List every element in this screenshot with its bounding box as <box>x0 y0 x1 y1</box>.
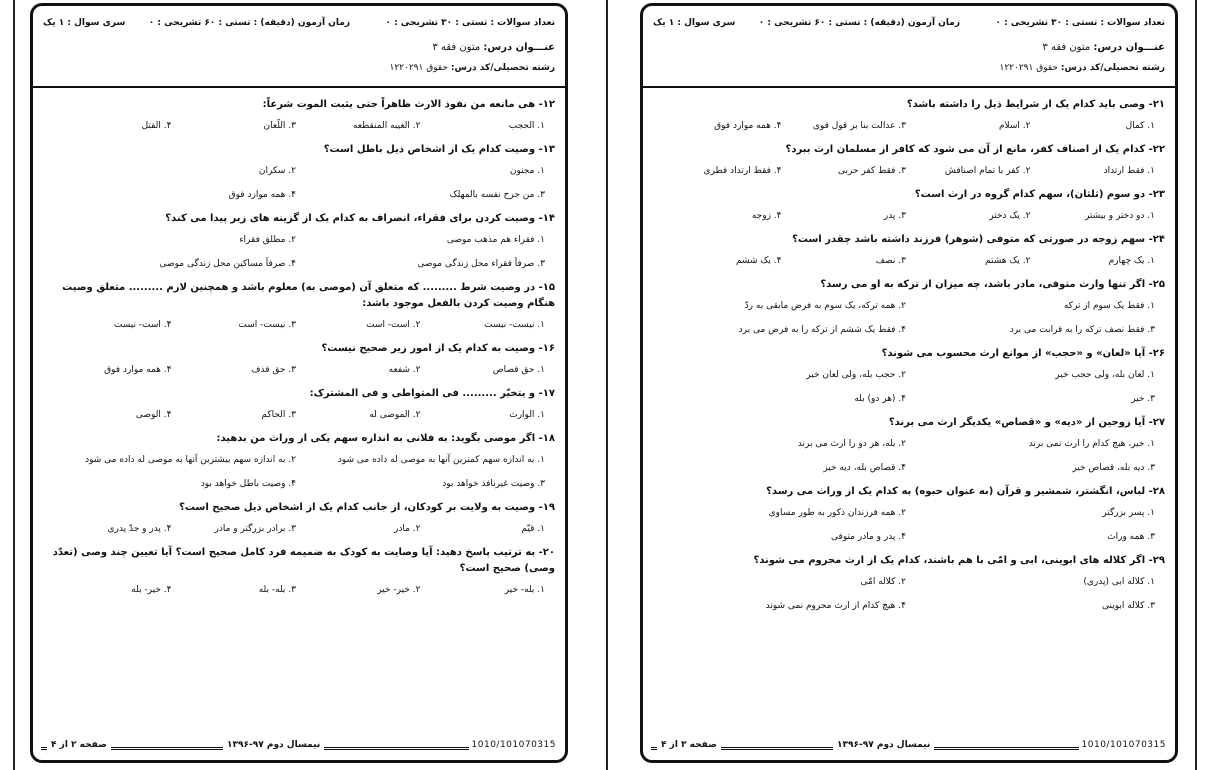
question-item <box>657 184 1165 229</box>
answer-option: ۳. خیر <box>1131 394 1155 404</box>
option-group <box>657 206 1165 229</box>
page-edge-line <box>13 0 15 770</box>
question-series: سری سوال : ۱ یک <box>653 18 736 28</box>
answer-option: ۱. الحجب <box>508 121 545 131</box>
option-group <box>47 161 555 208</box>
option-group <box>47 450 555 497</box>
question-text: ۲۶- آیا «لعان» و «حجب» از موانع ارث محسوب می شوند؟ <box>881 348 1165 359</box>
course-title <box>432 42 555 53</box>
answer-option: ۳. وصیت غیرنافذ خواهد بود <box>442 479 545 489</box>
question-list <box>643 88 1175 730</box>
answer-option: ۱. الوارث <box>509 410 545 420</box>
answer-option: ۴. همه موارد فوق <box>228 190 296 200</box>
answer-option: ۴. خیر- بله <box>131 585 172 595</box>
question-item <box>47 139 555 208</box>
answer-option: ۱. پسر بزرگتر <box>1102 508 1155 518</box>
answer-option: ۱. مجنون <box>509 166 545 176</box>
question-item <box>657 274 1165 343</box>
question-text: ۲۴- سهم زوجه در صورتی که متوفی (شوهر) فرزند داشته باشد چقدر است؟ <box>792 234 1165 245</box>
answer-option: ۴. همه موارد فوق <box>104 365 172 375</box>
page-edge-line <box>1195 0 1197 770</box>
answer-option: ۳. حق قذف <box>251 365 296 375</box>
answer-option: ۲. مادر <box>394 524 421 534</box>
footer-term: نیمسال دوم ۹۷-۱۳۹۶ <box>833 740 934 750</box>
answer-option: ۳. اللّعان <box>263 121 296 131</box>
answer-option: ۳. فقط نصف ترکه را به قرابت می برد <box>1009 325 1155 335</box>
question-text: ۱۷- و یتخیّر ......... فی المتواطی و فی المشترک: <box>309 388 555 399</box>
answer-option: ۱. خیر، هیچ کدام را ارث نمی برند <box>1028 439 1155 449</box>
course-label: عنـــوان درس: <box>1093 42 1165 53</box>
course-label: عنـــوان درس: <box>483 42 555 53</box>
answer-option: ۲. خیر- خیر <box>377 585 421 595</box>
option-group <box>657 434 1165 481</box>
exam-footer <box>33 740 565 754</box>
answer-option: ۲. حجب بله، ولی لعان خیر <box>806 370 906 380</box>
answer-option: ۴. فقط ارتداد فطری <box>703 166 782 176</box>
question-series: سری سوال : ۱ یک <box>43 18 126 28</box>
answer-option: ۲. یک هشتم <box>985 256 1031 266</box>
question-item <box>657 229 1165 274</box>
question-text: ۲۲- کدام یک از اصناف کفر، مانع از آن می شود که کافر از مسلمان ارث ببرد؟ <box>785 144 1165 155</box>
question-item <box>657 94 1165 139</box>
answer-option: ۳. نصف <box>875 256 906 266</box>
option-group <box>47 360 555 383</box>
question-item <box>47 277 555 338</box>
question-item <box>47 497 555 542</box>
answer-option: ۱. لعان بله، ولی حجب خیر <box>1055 370 1155 380</box>
answer-option: ۲. مطلق فقراء <box>239 235 296 245</box>
course-title <box>1042 42 1165 53</box>
answer-option: ۴. پدر و مادر متوفی <box>831 532 906 542</box>
answer-option: ۱. به اندازه سهم کمترین آنها به موصی له داده می شود <box>337 455 545 465</box>
option-group <box>657 365 1165 412</box>
answer-option: ۳. الحاکم <box>261 410 296 420</box>
option-group <box>47 580 555 603</box>
question-count: تعداد سوالات : تستی : ۳۰ تشریحی : ۰ <box>385 18 555 28</box>
question-item <box>657 343 1165 412</box>
option-group <box>657 116 1165 139</box>
option-group <box>657 161 1165 184</box>
answer-option: ۱. قیّم <box>521 524 545 534</box>
question-list <box>33 88 565 730</box>
question-text: ۱۳- وصیت کدام یک از اشخاص ذیل باطل است؟ <box>323 144 555 155</box>
answer-option: ۳. عدالت بنا بر قول قوی <box>812 121 906 131</box>
answer-option: ۱. بله- خیر <box>504 585 545 595</box>
answer-option: ۱. حق قصاص <box>492 365 545 375</box>
answer-option: ۲. بله، هر دو را ارث می برند <box>797 439 906 449</box>
footer-page-number: صفحه ۲ از ۴ <box>47 740 111 750</box>
question-item <box>47 208 555 277</box>
answer-option: ۲. یک دختر <box>989 211 1031 221</box>
course-value: متون فقه ۳ <box>432 42 481 53</box>
footer-page-number: صفحه ۳ از ۴ <box>657 740 721 750</box>
option-group <box>657 251 1165 274</box>
field-code <box>1000 63 1165 73</box>
option-group <box>657 296 1165 343</box>
answer-option: ۱. دو دختر و بیشتر <box>1084 211 1155 221</box>
answer-option: ۲. کفر با تمام اصنافش <box>944 166 1031 176</box>
answer-option: ۲. است- است <box>366 320 421 330</box>
answer-option: ۳. دیه بله، قصاص خیر <box>1072 463 1155 473</box>
answer-option: ۴. فقط یک ششم از ترکه را به فرض می برد <box>738 325 906 335</box>
answer-option: ۲. کلاله امّی <box>860 577 906 587</box>
page-edge-line <box>606 0 608 770</box>
field-code <box>390 63 555 73</box>
question-text: ۱۹- وصیت به ولایت بر کودکان، از جانب کدام یک از اشخاص ذیل صحیح است؟ <box>179 502 555 513</box>
question-text: ۲۹- اگر کلاله های ابوینی، ابی و امّی با هم باشند، کدام یک از ارث محروم می شوند؟ <box>753 555 1165 566</box>
option-group <box>657 572 1165 619</box>
answer-option: ۲. سکران <box>258 166 296 176</box>
answer-option: ۳. نیست- است <box>238 320 296 330</box>
option-group <box>657 503 1165 550</box>
question-item <box>47 383 555 428</box>
answer-option: ۱. کلاله ابی (پدری) <box>1083 577 1155 587</box>
question-text: ۱۸- اگر موصی بگوید: به فلانی به اندازه سهم یکی از وراث من بدهید: <box>216 433 555 444</box>
exam-time: زمان آزمون (دقیقه) : تستی : ۶۰ تشریحی : ۰ <box>758 18 960 28</box>
answer-option: ۱. فقط ارتداد <box>1103 166 1155 176</box>
course-value: متون فقه ۳ <box>1042 42 1091 53</box>
answer-option: ۲. به اندازه سهم بیشترین آنها به موصی له داده می شود <box>85 455 296 465</box>
answer-option: ۲. شفعه <box>388 365 421 375</box>
answer-option: ۴. صرفاً مساکین محل زندگی موصی <box>159 259 296 269</box>
answer-option: ۲. همه فرزندان ذکور به طور مساوی <box>768 508 906 518</box>
answer-option: ۳. کلاله ابوینی <box>1101 601 1155 611</box>
footer-term: نیمسال دوم ۹۷-۱۳۹۶ <box>223 740 324 750</box>
answer-option: ۳. من جرح نفسه بالمهلک <box>449 190 545 200</box>
question-text: ۲۸- لباس، انگشتر، شمشیر و قرآن (به عنوان حبوه) به کدام یک از وراث می رسد؟ <box>766 486 1165 497</box>
answer-option: ۴. یک ششم <box>735 256 782 266</box>
question-item <box>657 550 1165 619</box>
question-item <box>47 338 555 383</box>
footer-code: 1010/101070315 <box>1079 740 1169 750</box>
answer-option: ۱. یک چهارم <box>1108 256 1155 266</box>
option-group <box>47 519 555 542</box>
answer-option: ۱. فقط یک سوم از ترکه <box>1063 301 1155 311</box>
exam-header <box>33 6 565 88</box>
answer-option: ۴. زوجه <box>751 211 782 221</box>
exam-page-3 <box>640 3 1178 763</box>
answer-option: ۴. (هر دو) بله <box>854 394 906 404</box>
option-group <box>47 405 555 428</box>
question-item <box>47 428 555 497</box>
exam-page-2 <box>30 3 568 763</box>
field-label: رشته تحصیلی/کد درس: <box>1060 63 1165 73</box>
answer-option: ۱. نیست- نیست <box>484 320 545 330</box>
answer-option: ۴. وصیت باطل خواهد بود <box>200 479 296 489</box>
option-group <box>47 116 555 139</box>
answer-option: ۳. پدر <box>883 211 906 221</box>
answer-option: ۴. هیچ کدام از ارث محروم نمی شوند <box>765 601 906 611</box>
question-text: ۲۰- به ترتیب پاسخ دهید: آیا وصایت به کودک به ضمیمه فرد کامل صحیح است؟ آیا تعیین چند وصی (تعدّد وصی) صحیح است؟ <box>52 547 555 574</box>
question-text: ۲۷- آیا زوجین از «دیه» و «قصاص» یکدیگر ارث می برند؟ <box>888 417 1165 428</box>
answer-option: ۳. صرفاً فقراء محل زندگی موصی <box>417 259 545 269</box>
answer-option: ۲. همه ترکه، یک سوم به فرض مابقی به ردّ <box>744 301 906 311</box>
question-text: ۲۵- اگر تنها وارث متوفی، مادر باشد، چه میزان از ترکه به او می رسد؟ <box>820 279 1165 290</box>
exam-footer <box>643 740 1175 754</box>
field-label: رشته تحصیلی/کد درس: <box>450 63 555 73</box>
answer-option: ۴. قصاص بله، دیه خیر <box>823 463 906 473</box>
footer-code: 1010/101070315 <box>469 740 559 750</box>
answer-option: ۴. القتل <box>141 121 172 131</box>
question-text: ۱۲- هی مانعه من نفوذ الارث ظاهراً حتی یثبت الموت شرعاً: <box>262 99 555 110</box>
question-item <box>657 412 1165 481</box>
answer-option: ۲. اسلام <box>998 121 1031 131</box>
exam-time: زمان آزمون (دقیقه) : تستی : ۶۰ تشریحی : ۰ <box>148 18 350 28</box>
answer-option: ۲. الغیبه المنقطعه <box>352 121 421 131</box>
field-value: حقوق ۱۲۲۰۲۹۱ <box>389 63 448 73</box>
answer-option: ۴. پدر و جدّ پدری <box>107 524 172 534</box>
answer-option: ۳. برادر بزرگتر و مادر <box>214 524 296 534</box>
question-item <box>657 481 1165 550</box>
question-text: ۲۱- وصی باید کدام یک از شرایط ذیل را داشته باشد؟ <box>906 99 1165 110</box>
question-text: ۲۳- دو سوم (ثلثان)، سهم کدام گروه در ارث است؟ <box>914 189 1165 200</box>
answer-option: ۳. فقط کفر حربی <box>837 166 906 176</box>
field-value: حقوق ۱۲۲۰۲۹۱ <box>999 63 1058 73</box>
question-text: ۱۵- در وصیت شرط ......... که متعلق آن (موصی به) معلوم باشد و همچنین لازم ......... متعلق وصیت هنگام وصیت کردن بالفعل موجود باشد: <box>62 282 555 309</box>
answer-option: ۲. الموصی له <box>369 410 421 420</box>
question-item <box>47 94 555 139</box>
question-item <box>657 139 1165 184</box>
answer-option: ۳. بله- بله <box>258 585 296 595</box>
option-group <box>47 315 555 338</box>
answer-option: ۱. فقراء هم مذهب موصی <box>446 235 545 245</box>
exam-header <box>643 6 1175 88</box>
question-text: ۱۴- وصیت کردن برای فقراء، انصراف به کدام یک از گزینه های زیر پیدا می کند؟ <box>165 213 555 224</box>
question-count: تعداد سوالات : تستی : ۳۰ تشریحی : ۰ <box>995 18 1165 28</box>
answer-option: ۳. همه وراث <box>1107 532 1155 542</box>
question-text: ۱۶- وصیت به کدام یک از امور زیر صحیح نیست؟ <box>321 343 555 354</box>
question-item <box>47 542 555 603</box>
answer-option: ۴. الوصی <box>135 410 172 420</box>
option-group <box>47 230 555 277</box>
answer-option: ۱. کمال <box>1125 121 1155 131</box>
answer-option: ۴. است- نیست <box>113 320 172 330</box>
answer-option: ۴. همه موارد فوق <box>714 121 782 131</box>
